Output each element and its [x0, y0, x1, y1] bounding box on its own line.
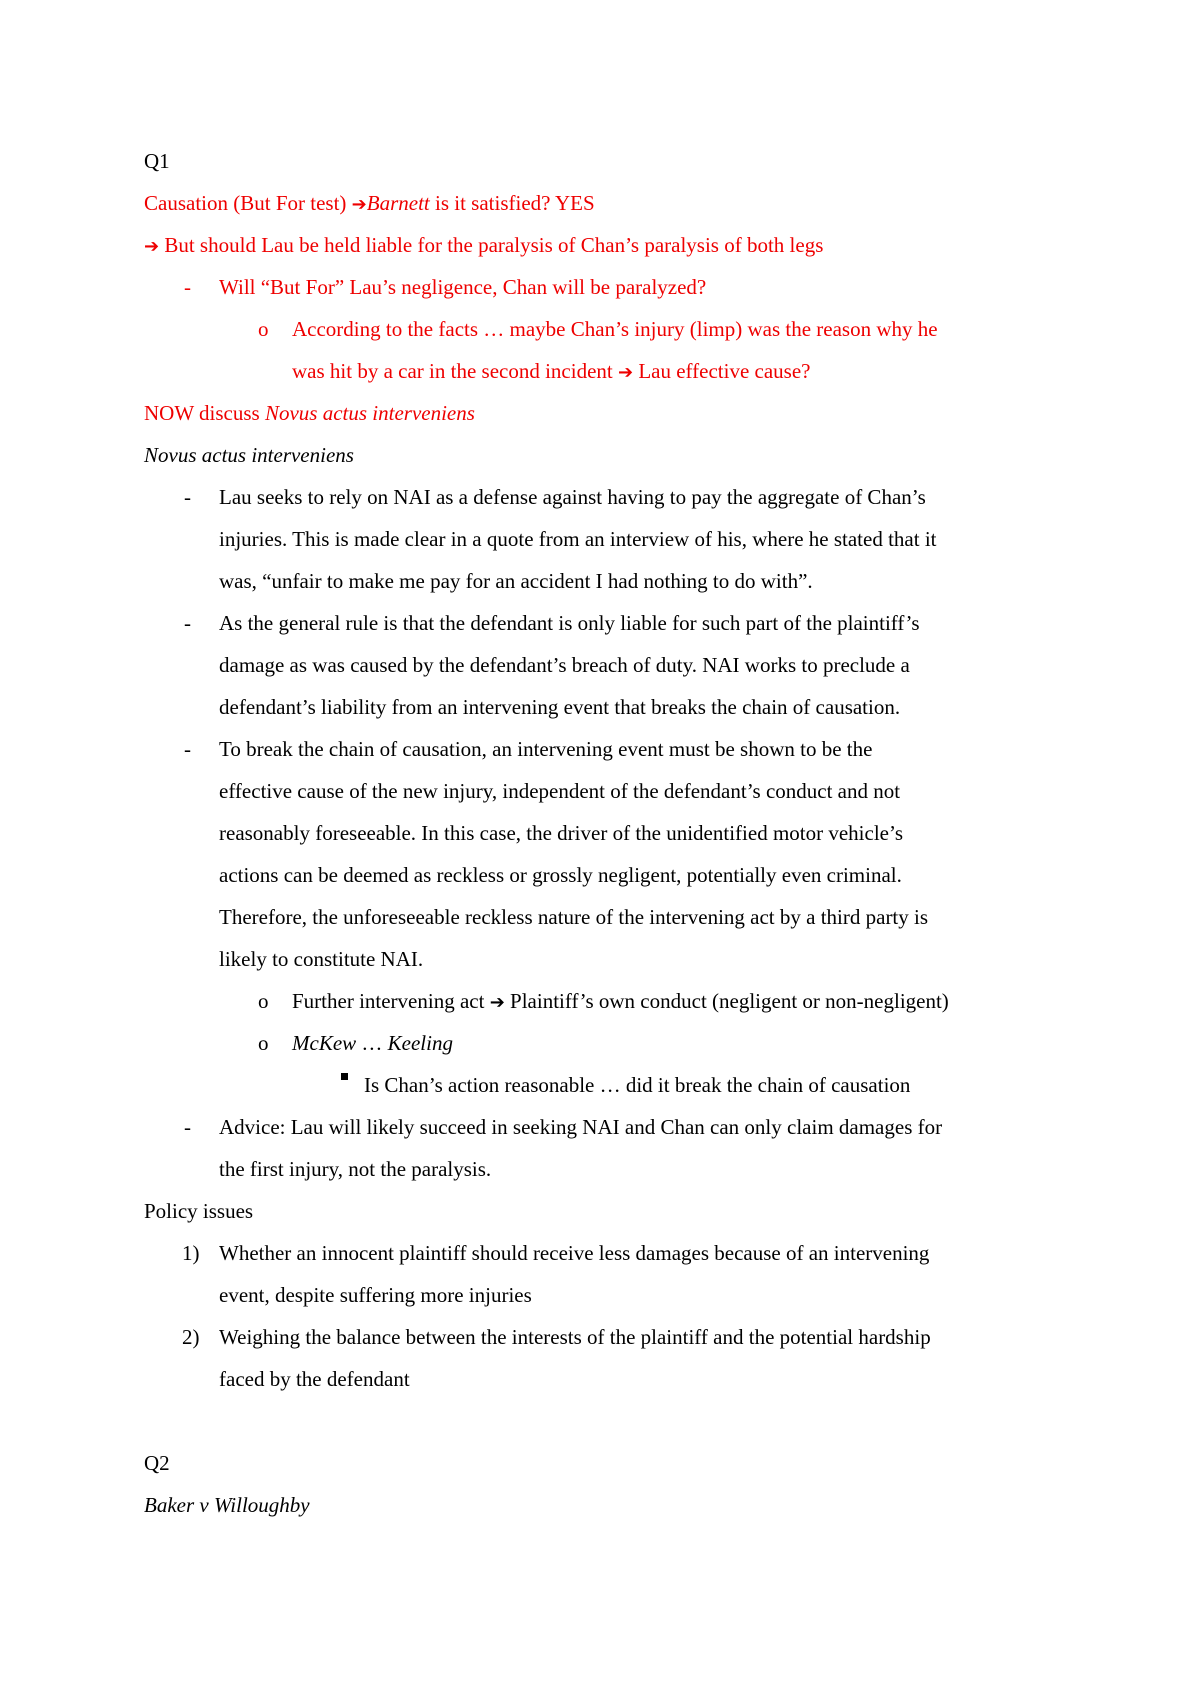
- circle-bullet-marker: o: [258, 317, 269, 341]
- is-chan-reasonable-item: Is Chan’s action reasonable … did it break the chain of causation: [364, 1073, 911, 1097]
- causation-line: [144, 190, 595, 218]
- further-text: Further intervening act: [292, 989, 490, 1013]
- advice-line: Advice: Lau will likely succeed in seeking NAI and Chan can only claim damages for: [219, 1115, 943, 1139]
- now-discuss-text: NOW discuss: [144, 401, 265, 425]
- cases-item: [292, 1030, 453, 1056]
- numbered-marker: 1): [182, 1241, 200, 1265]
- causation-question: is it satisfied? YES: [429, 191, 595, 215]
- arrow-right-icon: ➔: [144, 236, 160, 257]
- dash-marker: -: [184, 737, 191, 761]
- but-should-text: But should Lau be held liable for the paralysis of Chan’s paralysis of both legs: [159, 233, 824, 257]
- facts-line-2: [292, 358, 811, 386]
- ellipsis-text: …: [356, 1031, 388, 1055]
- dash-marker: -: [184, 275, 191, 299]
- arrow-right-icon: ➔: [489, 992, 505, 1013]
- paragraph-line: actions can be deemed as reckless or grossly negligent, potentially even criminal.: [219, 863, 902, 887]
- arrow-right-icon: ➔: [351, 194, 367, 215]
- dash-marker: -: [184, 485, 191, 509]
- now-discuss-line: [144, 400, 475, 426]
- paragraph-line: Therefore, the unforeseeable reckless nature of the intervening act by a third party is: [219, 905, 929, 929]
- paragraph-line: defendant’s liability from an intervening event that breaks the chain of causation.: [219, 695, 901, 719]
- advice-line: the first injury, not the paralysis.: [219, 1157, 492, 1181]
- case-name-mckew: McKew: [292, 1031, 357, 1055]
- nai-term: Novus actus interveniens: [264, 401, 475, 425]
- dash-marker: -: [184, 611, 191, 635]
- paragraph-line: was, “unfair to make me pay for an accident I had nothing to do with”.: [219, 569, 813, 593]
- case-name-barnett: Barnett: [366, 191, 430, 215]
- square-bullet-icon: [341, 1073, 348, 1080]
- policy-item-line: event, despite suffering more injuries: [219, 1283, 532, 1307]
- arrow-right-icon: ➔: [617, 362, 634, 383]
- policy-item-line: Weighing the balance between the interests of the plaintiff and the potential hardship: [219, 1325, 931, 1349]
- policy-item-line: Whether an innocent plaintiff should receive less damages because of an intervening: [219, 1241, 930, 1265]
- paragraph-line: To break the chain of causation, an intervening event must be shown to be the: [219, 737, 873, 761]
- q2-heading: Q2: [144, 1451, 170, 1475]
- facts-text: was hit by a car in the second incident: [292, 359, 618, 383]
- paragraph-line: As the general rule is that the defendant is only liable for such part of the plaintiff’s: [219, 611, 920, 635]
- causation-text: Causation (But For test): [144, 191, 352, 215]
- facts-line-1: According to the facts … maybe Chan’s injury (limp) was the reason why he: [292, 317, 938, 341]
- paragraph-line: reasonably foreseeable. In this case, the driver of the unidentified motor vehicle’s: [219, 821, 903, 845]
- paragraph-line: damage as was caused by the defendant’s breach of duty. NAI works to preclude a: [219, 653, 910, 677]
- circle-bullet-marker: o: [258, 989, 269, 1013]
- nai-heading: Novus actus interveniens: [144, 443, 354, 467]
- case-name-keeling: Keeling: [387, 1031, 453, 1055]
- paragraph-line: injuries. This is made clear in a quote from an interview of his, where he stated that it: [219, 527, 937, 551]
- numbered-marker: 2): [182, 1325, 200, 1349]
- but-should-line: [144, 232, 823, 260]
- circle-bullet-marker: o: [258, 1031, 269, 1055]
- q1-heading: Q1: [144, 149, 170, 173]
- policy-heading: Policy issues: [144, 1199, 254, 1223]
- case-name-baker-v-willoughby: Baker v Willoughby: [144, 1493, 310, 1517]
- policy-item-line: faced by the defendant: [219, 1367, 410, 1391]
- will-but-for-item: Will “But For” Lau’s negligence, Chan will be paralyzed?: [219, 275, 707, 299]
- paragraph-line: likely to constitute NAI.: [219, 947, 424, 971]
- paragraph-line: Lau seeks to rely on NAI as a defense against having to pay the aggregate of Chan’s: [219, 485, 926, 509]
- effective-cause-text: Lau effective cause?: [633, 359, 811, 383]
- further-intervening-item: [292, 988, 949, 1016]
- plaintiff-conduct-text: Plaintiff’s own conduct (negligent or non-negligent): [504, 989, 949, 1013]
- paragraph-line: effective cause of the new injury, independent of the defendant’s conduct and not: [219, 779, 901, 803]
- dash-marker: -: [184, 1115, 191, 1139]
